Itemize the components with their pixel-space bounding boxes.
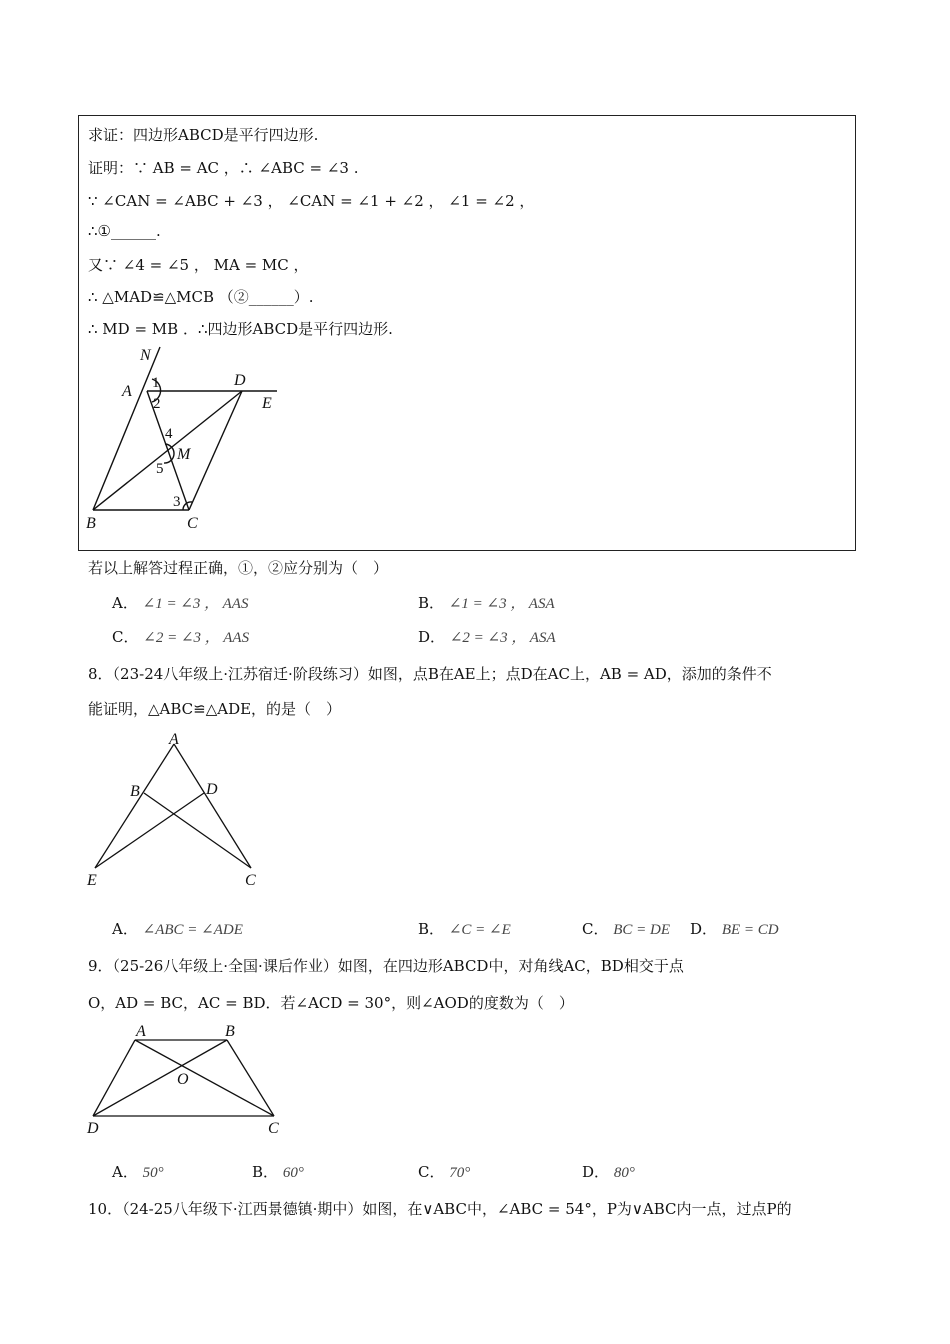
line-BD — [93, 1040, 227, 1116]
label-B: B — [86, 515, 96, 532]
q7-option-b-letter: B． — [418, 594, 445, 612]
q8-option-c-letter: C． — [582, 920, 609, 938]
label-E: E — [262, 395, 272, 412]
q9-option-c-text: 70° — [449, 1165, 471, 1181]
q7-stem: 若以上解答过程正确，①，②应分别为（ ） — [88, 559, 389, 577]
q9-line-1: 9．（25-26八年级上·全国·课后作业）如图，在四边形ABCD中，对角线AC，BD相交于点 — [88, 957, 684, 975]
line-BC — [227, 1040, 274, 1116]
q7-option-a-text: ∠1 = ∠3 ， AAS — [142, 596, 249, 612]
q9-option-a[interactable] — [112, 1161, 164, 1182]
q9-option-b-text: 60° — [282, 1165, 304, 1181]
label-angle-4: 4 — [165, 426, 173, 442]
q10-line-1: 10．（24-25八年级下·江西景德镇·期中）如图，在∨ABC中，∠ABC = 54°，P为∨ABC内一点，过点P的 — [88, 1200, 792, 1218]
label-angle-1: 1 — [152, 375, 160, 391]
q8-line-1: 8．（23-24八年级上·江苏宿迁·阶段练习）如图，点B在AE上；点D在AC上，AB = AD，添加的条件不 — [88, 665, 772, 683]
q7-option-d-letter: D． — [418, 628, 446, 646]
label-C: C — [187, 515, 198, 532]
q9-figure — [82, 1020, 292, 1145]
proof-line-1: 求证：四边形ABCD是平行四边形. — [88, 126, 319, 144]
q9-option-b[interactable] — [252, 1161, 304, 1182]
label-E: E — [87, 872, 97, 889]
label-A: A — [122, 383, 132, 400]
line-DE — [95, 793, 204, 868]
proof-line-2: 证明：∵ AB = AC ，∴ ∠ABC = ∠3 . — [88, 159, 359, 177]
q8-option-a-text: ∠ABC = ∠ADE — [142, 922, 243, 938]
label-C: C — [268, 1120, 279, 1137]
proof-line-4: ∴①______. — [88, 222, 161, 240]
q7-option-b[interactable] — [418, 592, 555, 613]
label-A: A — [169, 731, 179, 748]
q9-option-b-letter: B． — [252, 1163, 279, 1181]
line-BD — [93, 391, 242, 510]
q9-option-a-text: 50° — [142, 1165, 164, 1181]
label-A: A — [136, 1023, 146, 1040]
q9-option-a-letter: A． — [112, 1163, 138, 1181]
q7-option-d-text: ∠2 = ∠3 ， ASA — [449, 630, 556, 646]
proof-line-6: ∴ △MAD≌△MCB （②______）. — [88, 288, 314, 306]
q8-option-c[interactable] — [582, 918, 670, 939]
line-NB — [93, 347, 160, 510]
q9-option-d[interactable] — [582, 1161, 635, 1182]
q9-option-c[interactable] — [418, 1161, 470, 1182]
q7-option-d[interactable] — [418, 626, 556, 647]
line-DC — [189, 391, 242, 510]
q7-option-c[interactable] — [112, 626, 249, 647]
label-O: O — [177, 1071, 189, 1088]
q7-option-b-text: ∠1 = ∠3 ， ASA — [448, 596, 555, 612]
q8-option-b-letter: B． — [418, 920, 445, 938]
q7-option-a-letter: A． — [112, 594, 138, 612]
q7-option-c-letter: C． — [112, 628, 139, 646]
proof-line-5: 又∵ ∠4 = ∠5 ， MA = MC ， — [88, 256, 309, 274]
q9-option-d-letter: D． — [582, 1163, 610, 1181]
label-D: D — [234, 372, 246, 389]
q8-option-b-text: ∠C = ∠E — [448, 922, 511, 938]
label-D: D — [87, 1120, 99, 1137]
q8-option-d-text: BE = CD — [721, 922, 779, 938]
q7-option-c-text: ∠2 = ∠3 ， AAS — [143, 630, 250, 646]
label-B: B — [130, 783, 140, 800]
q8-option-c-text: BC = DE — [613, 922, 671, 938]
label-C: C — [245, 872, 256, 889]
q8-option-a[interactable] — [112, 918, 243, 939]
proof-line-3: ∵ ∠CAN = ∠ABC + ∠3 ， ∠CAN = ∠1 + ∠2 ， ∠1 = ∠2 ， — [88, 192, 535, 210]
q8-option-a-letter: A． — [112, 920, 138, 938]
q8-option-b[interactable] — [418, 918, 511, 939]
label-D: D — [206, 781, 218, 798]
line-BC — [144, 793, 251, 868]
label-angle-3: 3 — [173, 494, 181, 510]
parallelogram-figure — [80, 342, 300, 542]
q9-line-2: O，AD = BC，AC = BD．若∠ACD = 30°，则∠AOD的度数为（ ） — [88, 994, 574, 1012]
q8-option-d-letter: D． — [690, 920, 718, 938]
q8-line-2: 能证明，△ABC≌△ADE，的是（ ） — [88, 700, 342, 718]
line-AC — [135, 1040, 274, 1116]
label-angle-2: 2 — [153, 396, 161, 412]
label-B: B — [225, 1023, 235, 1040]
q7-option-a[interactable] — [112, 592, 248, 613]
q9-option-d-text: 80° — [613, 1165, 635, 1181]
label-angle-5: 5 — [156, 461, 164, 477]
proof-line-7: ∴ MD = MB ．∴四边形ABCD是平行四边形. — [88, 320, 393, 338]
q8-option-d[interactable] — [690, 918, 779, 939]
q8-figure — [82, 730, 272, 890]
label-M: M — [177, 446, 191, 463]
label-N: N — [140, 347, 151, 364]
q9-option-c-letter: C． — [418, 1163, 445, 1181]
